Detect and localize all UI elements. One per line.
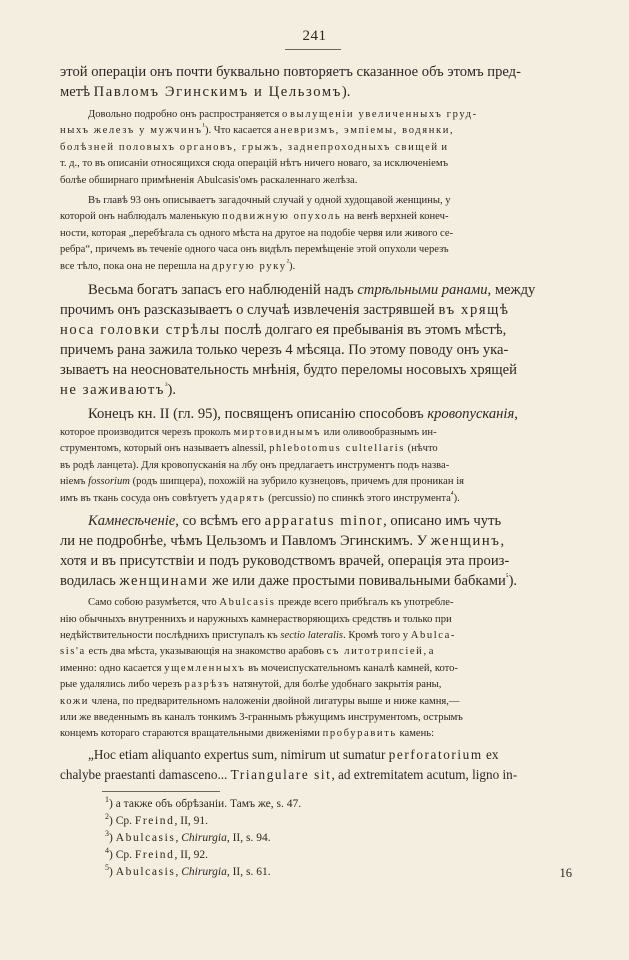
text-run: ). — [289, 260, 296, 272]
text-run: (родъ шипцера), похожій на зубрило кузнецовъ, причемъ для проникан ія — [129, 476, 465, 488]
text-run: perforatorium — [388, 746, 483, 762]
text-run: . Кромѣ того у — [343, 629, 411, 641]
text-run: ). — [453, 492, 460, 504]
text-run: , II, 91. — [174, 814, 209, 827]
paragraph-7 — [60, 511, 570, 591]
text-run: въ хрящѣ — [438, 302, 510, 319]
text-run: , между — [487, 282, 536, 299]
footnote-number: 5 — [105, 862, 109, 872]
text-run: болѣе обширнаго примѣненія Abulcasis'омъ раскаленнаго желѣза. — [60, 174, 358, 186]
text-run: рые удалялись либо черезъ — [60, 679, 185, 691]
body-text — [60, 62, 570, 881]
text-run: ex — [482, 746, 499, 762]
text-run: (нѣчто — [405, 443, 438, 455]
text-run: , со всѣмъ его — [175, 513, 265, 530]
text-run: Abulca- — [410, 629, 457, 641]
text-run: не заживаютъ — [60, 382, 166, 399]
footnote-number: 4 — [105, 845, 109, 855]
text-run: apparatus minor — [264, 513, 384, 530]
text-run: Павломъ Эгинскимъ и Цельзомъ — [93, 84, 342, 100]
text-run: ности, которая „перебѣгала съ одного мѣста на другое на подобіе червя или живого се- — [60, 227, 454, 239]
footnote-number: 2 — [105, 811, 109, 821]
text-run: кровопусканія — [427, 406, 515, 423]
footnote-1 — [60, 796, 570, 813]
paragraph-1 — [60, 62, 570, 102]
text-run: все тѣло, пока она не перешла на — [60, 260, 213, 272]
text-run: послѣ долгаго ея пребыванія въ этомъ мѣстѣ, — [220, 322, 507, 339]
text-run: натянутой, для болѣе удобнаго закрытія раны, — [230, 679, 442, 691]
text-run: Freind — [134, 814, 175, 827]
text-run: ) Cp. — [109, 848, 135, 861]
text-run: sectio lateralis — [280, 629, 344, 641]
text-run: прочимъ онъ разсказываетъ о случаѣ извлеченія застрявшей — [60, 302, 439, 319]
text-run: phlebotomus cultellaris — [269, 443, 406, 455]
text-run: ). — [508, 573, 518, 590]
paragraph-9 — [60, 745, 570, 785]
text-run: которой онъ наблюдалъ маленькую — [60, 211, 223, 223]
text-run: Довольно подробно онъ распространяется о — [88, 109, 290, 120]
text-run: ніемъ — [60, 476, 89, 488]
text-run: fossorium — [88, 476, 130, 488]
text-run: зываетъ на неосновательность мнѣнія, будто переломы носовыхъ хрящей — [60, 362, 517, 379]
text-run: ребра“, причемъ въ теченіе одного часа онъ видѣлъ перемѣщеніе этой опухоли черезъ — [60, 244, 449, 256]
text-run: chalybe praestanti damasceno... — [60, 766, 231, 782]
text-run: камень: — [396, 728, 435, 740]
text-run: носа головки стрѣлы — [60, 322, 221, 339]
text-run: Chirurgia — [181, 831, 227, 844]
text-run: стрѣльными ранами — [357, 282, 488, 299]
text-run: , ad extremitatem acutum, ligno in- — [331, 766, 518, 782]
footnotes — [60, 796, 570, 881]
text-run: нію обычныхъ внутреннихъ и наружныхъ камнерастворяющихъ средствъ и только при — [60, 613, 452, 625]
footnote-4 — [60, 847, 570, 864]
text-run: (percussio) по спинкѣ этого инструмента — [265, 492, 451, 504]
text-run: и — [438, 141, 448, 153]
text-run: члена, по предварительномъ наложеніи двойной лигатуры выше и ниже камня,— — [89, 695, 460, 707]
text-run: вылущеніи увеличенныхъ груд- — [289, 109, 478, 120]
text-run: , II, s. 94. — [226, 831, 271, 844]
text-run: разрѣзъ — [184, 679, 231, 691]
text-run: , а — [423, 646, 434, 658]
text-run: недѣйствительности послѣднихъ приступалъ къ — [60, 629, 281, 641]
text-run: или оливообразнымъ ин- — [321, 427, 437, 439]
text-run: ). Что касается — [204, 125, 275, 137]
text-run: Abulcasis — [115, 831, 176, 844]
text-run: Камнесѣченіе — [88, 513, 176, 530]
paragraph-3 — [60, 193, 570, 275]
text-run: болѣзней половыхъ органовъ, грыжъ, заднепроходныхъ свищей — [60, 141, 439, 153]
text-run: съ литотрипсіей — [326, 646, 424, 658]
text-run: ). — [341, 84, 351, 100]
footnote-rule — [102, 791, 220, 792]
text-run: пробуравить — [322, 728, 397, 740]
text-run: Abulcasis — [219, 597, 276, 609]
text-run: , — [514, 406, 518, 423]
text-run: аневризмъ, эмпіемы, водянки, — [274, 125, 455, 137]
text-run: , — [175, 865, 182, 878]
text-run: ли не подробнѣе, чѣмъ Цельзомъ и Павломъ Эгинскимъ. У — [60, 533, 431, 550]
text-run: , II, s. 61. — [226, 865, 271, 878]
page-number: 241 — [302, 28, 327, 44]
text-run: миртовиднымъ — [233, 427, 321, 439]
footnote-2 — [60, 813, 570, 830]
text-run: въ мочеиспускательномъ каналѣ камней, кото- — [245, 662, 458, 674]
paragraph-4 — [60, 280, 570, 400]
text-run: , II, 92. — [174, 848, 209, 861]
text-run: или же введеннымъ въ каналъ тонкимъ 3-граннымъ рѣжущимъ инструментомъ, острымъ — [60, 711, 463, 723]
text-run: Конецъ кн. II (гл. 95), посвященъ описанію способовъ — [88, 406, 428, 423]
text-run: метѣ — [60, 84, 94, 100]
text-run: Въ главѣ 93 онъ описываетъ загадочный случай у одной худощавой женщины, у — [88, 195, 451, 207]
page-number-rule — [285, 49, 341, 50]
text-run: женщинами — [119, 573, 209, 590]
text-run: ) а также объ обрѣзаніи. Тамъ же, s. 47. — [109, 797, 302, 810]
text-run: этой операціи онъ почти буквально повторяетъ сказанное объ этомъ пред- — [60, 64, 521, 80]
paragraph-5 — [60, 404, 570, 424]
text-run: имъ въ ткань сосуда онъ совѣтуетъ — [60, 492, 220, 504]
text-run: ) — [109, 831, 116, 844]
footnote-3 — [60, 830, 570, 847]
text-run: ) — [109, 865, 116, 878]
signature-mark: 16 — [559, 866, 572, 880]
text-run: ударять — [219, 492, 266, 504]
text-run: Весьма богатъ запасъ его наблюденій надъ — [88, 282, 358, 299]
paragraph-2 — [60, 107, 570, 189]
footnote-5 — [60, 864, 570, 881]
paragraph-6 — [60, 425, 570, 507]
text-run: „Hoc etiam aliquanto expertus sum, nimirum ut sumatur — [88, 746, 389, 762]
text-run: sis'а — [60, 646, 86, 658]
text-run: ) Cp. — [109, 814, 135, 827]
text-run: въ родѣ ланцета). Для кровопусканія на лбу онъ предлагаетъ инструментъ подъ назва- — [60, 459, 450, 471]
text-run: которое производится черезъ проколъ — [60, 427, 234, 439]
footnote-number: 3 — [105, 828, 109, 838]
text-run: , — [175, 831, 182, 844]
text-run: хотя и въ присутствіи и подъ руководствомъ врачей, операція эта произ- — [60, 553, 510, 570]
text-run: ущемленныхъ — [164, 662, 246, 674]
text-run: кожи — [60, 695, 90, 707]
text-run: ⁴ — [450, 489, 454, 499]
text-run: на венѣ верхней конеч- — [341, 211, 449, 223]
text-run: женщинъ — [430, 533, 501, 550]
text-run: ³ — [165, 381, 168, 391]
text-run: т. д., то въ описаніи относящихся сюда операцій нѣтъ ничего новаго, за исключеніемъ — [60, 158, 449, 170]
text-run: именно: одно касается — [60, 662, 165, 674]
text-run: подвижную опухоль — [222, 211, 342, 223]
text-run: же или даже простыми повивальными бабками — [208, 573, 506, 590]
text-run: водилась — [60, 573, 120, 590]
text-run: Abulcasis — [115, 865, 176, 878]
text-run: ). — [167, 382, 177, 399]
text-run: причемъ рана зажила только черезъ 4 мѣсяца. По этому поводу онъ ука- — [60, 342, 509, 359]
text-run: есть два мѣста, указывающія на знакомство арабовъ — [85, 646, 327, 658]
text-run: ⁵ — [505, 572, 509, 582]
footnote-number: 1 — [105, 794, 109, 804]
text-run: ² — [286, 257, 290, 267]
text-run: , описано имъ чуть — [383, 513, 502, 530]
text-run: прежде всего прибѣгалъ къ употребле- — [275, 597, 454, 609]
text-run: Triangulare sit — [230, 766, 332, 782]
text-run: Само собою разумѣется, что — [88, 597, 220, 609]
text-run: концемъ котораго стараются вращательными движеніями — [60, 728, 323, 740]
text-run: другую руку — [212, 260, 287, 272]
text-run: струментомъ, который онъ называетъ alnessil, — [60, 443, 270, 455]
text-run: Chirurgia — [181, 865, 227, 878]
text-run: ныхъ железъ у мужчинъ — [60, 125, 203, 137]
text-run: Freind — [134, 848, 175, 861]
text-run: , — [500, 533, 505, 550]
paragraph-8 — [60, 595, 570, 743]
text-run: ¹ — [202, 121, 205, 131]
